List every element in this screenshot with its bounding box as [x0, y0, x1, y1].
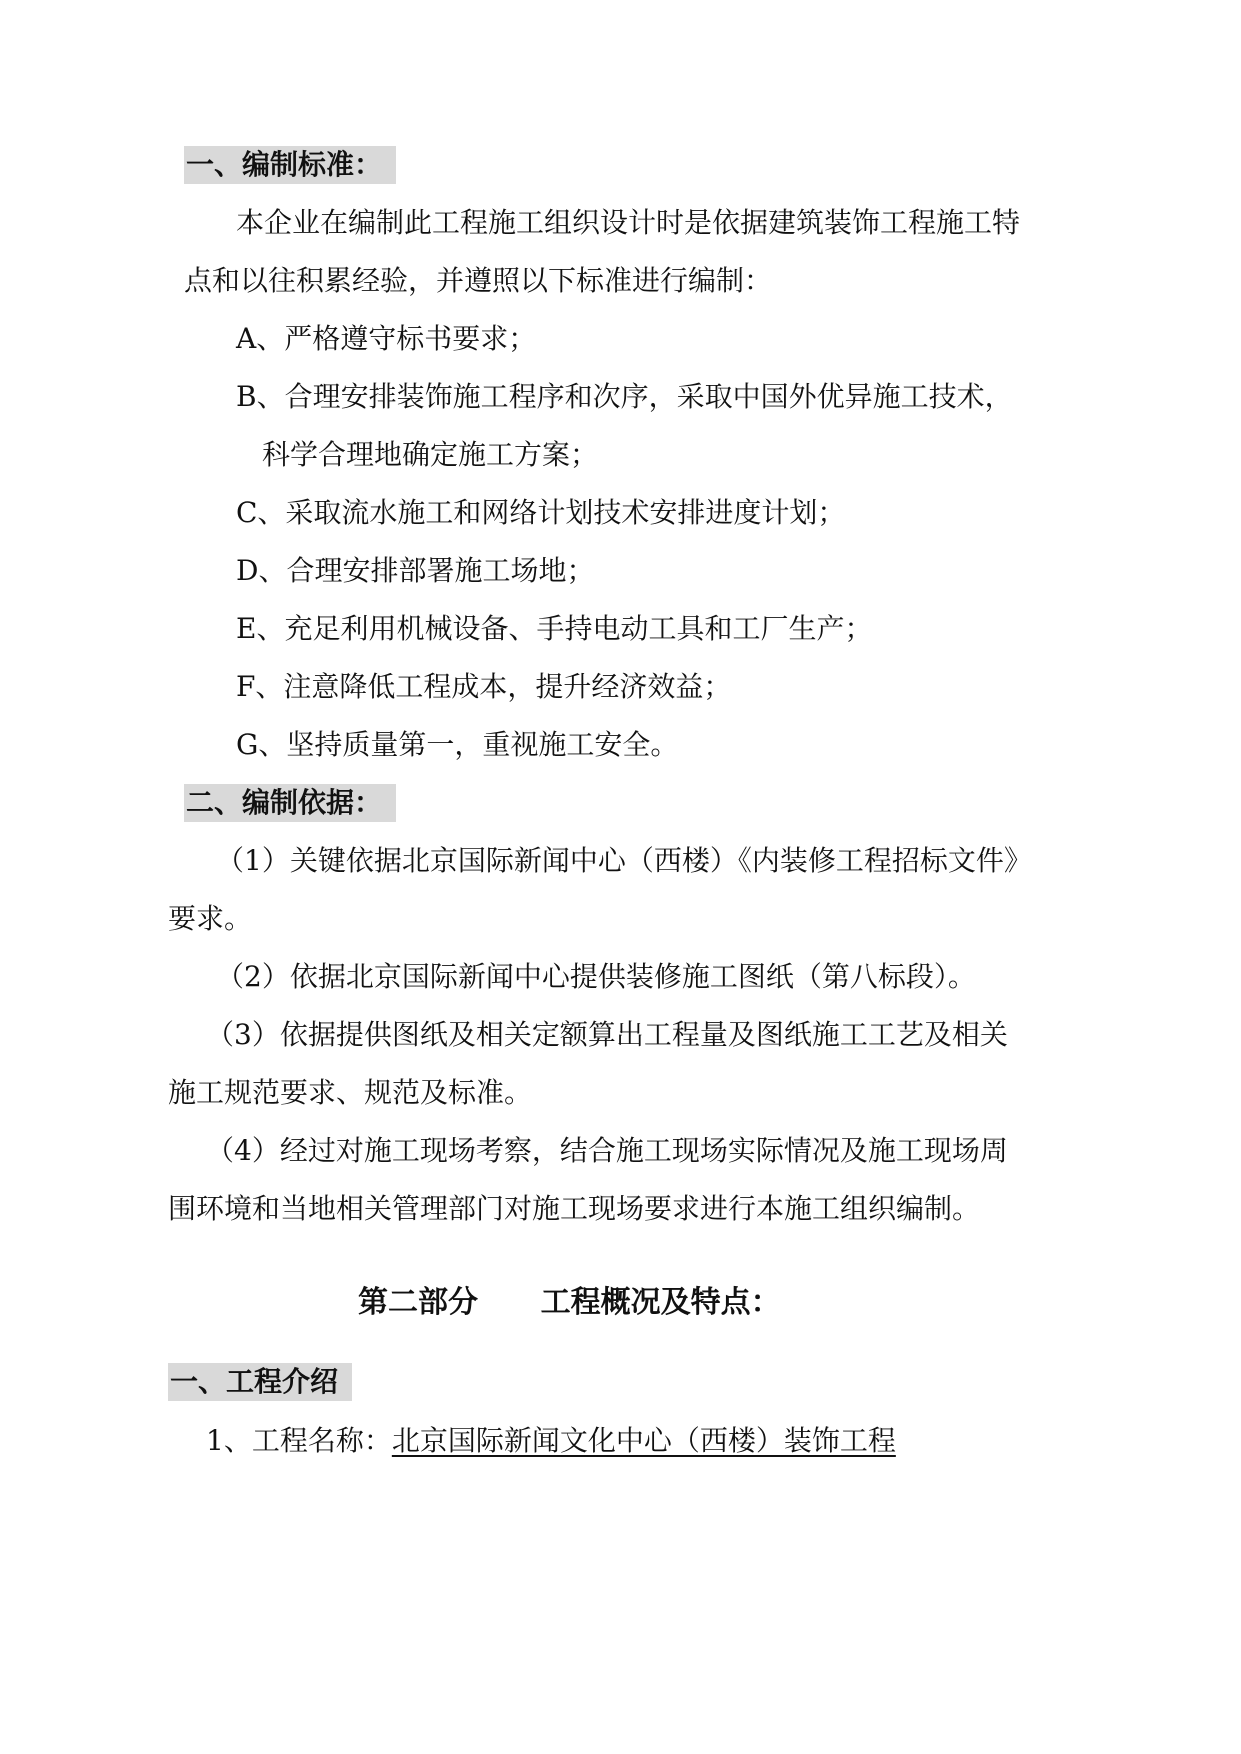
list-item: B、合理安排装饰施工程序和次序，采取中国外优异施工技术， [236, 380, 1013, 413]
list-item: A、严格遵守标书要求； [236, 322, 537, 355]
list-item-continuation: 科学合理地确定施工方案； [262, 438, 599, 471]
project-name-row [206, 1421, 896, 1461]
paragraph-line: （2）依据北京国际新闻中心提供装修施工图纸（第八标段）。 [216, 960, 976, 993]
paragraph-line: 点和以往积累经验，并遵照以下标准进行编制： [184, 264, 773, 297]
list-item: D、合理安排部署施工场地； [236, 554, 595, 587]
project-name-value: 北京国际新闻文化中心（西楼）装饰工程 [391, 1424, 896, 1457]
section-heading-project-intro: 一、工程介绍 [168, 1363, 352, 1401]
project-name-label: 1、工程名称： [206, 1424, 392, 1457]
paragraph-line: （1）关键依据北京国际新闻中心（西楼）《内装修工程招标文件》 [216, 844, 1032, 877]
paragraph-line: （3）依据提供图纸及相关定额算出工程量及图纸施工工艺及相关 [206, 1018, 1008, 1051]
paragraph-line: （4）经过对施工现场考察，结合施工现场实际情况及施工现场周 [206, 1134, 1008, 1167]
list-item: F、注意降低工程成本，提升经济效益； [236, 670, 732, 703]
section-heading-standards: 一、编制标准： [184, 146, 396, 184]
paragraph-line: 施工规范要求、规范及标准。 [168, 1076, 533, 1109]
part-title: 第二部分 工程概况及特点： [358, 1285, 781, 1320]
list-item: E、充足利用机械设备、手持电动工具和工厂生产； [236, 612, 873, 645]
list-item: G、坚持质量第一，重视施工安全。 [236, 728, 679, 761]
paragraph-line: 围环境和当地相关管理部门对施工现场要求进行本施工组织编制。 [168, 1192, 981, 1225]
section-heading-basis: 二、编制依据： [184, 784, 396, 822]
paragraph-line: 本企业在编制此工程施工组织设计时是依据建筑装饰工程施工特 [236, 206, 1021, 239]
paragraph-line: 要求。 [168, 902, 253, 935]
list-item: C、采取流水施工和网络计划技术安排进度计划； [236, 496, 846, 529]
